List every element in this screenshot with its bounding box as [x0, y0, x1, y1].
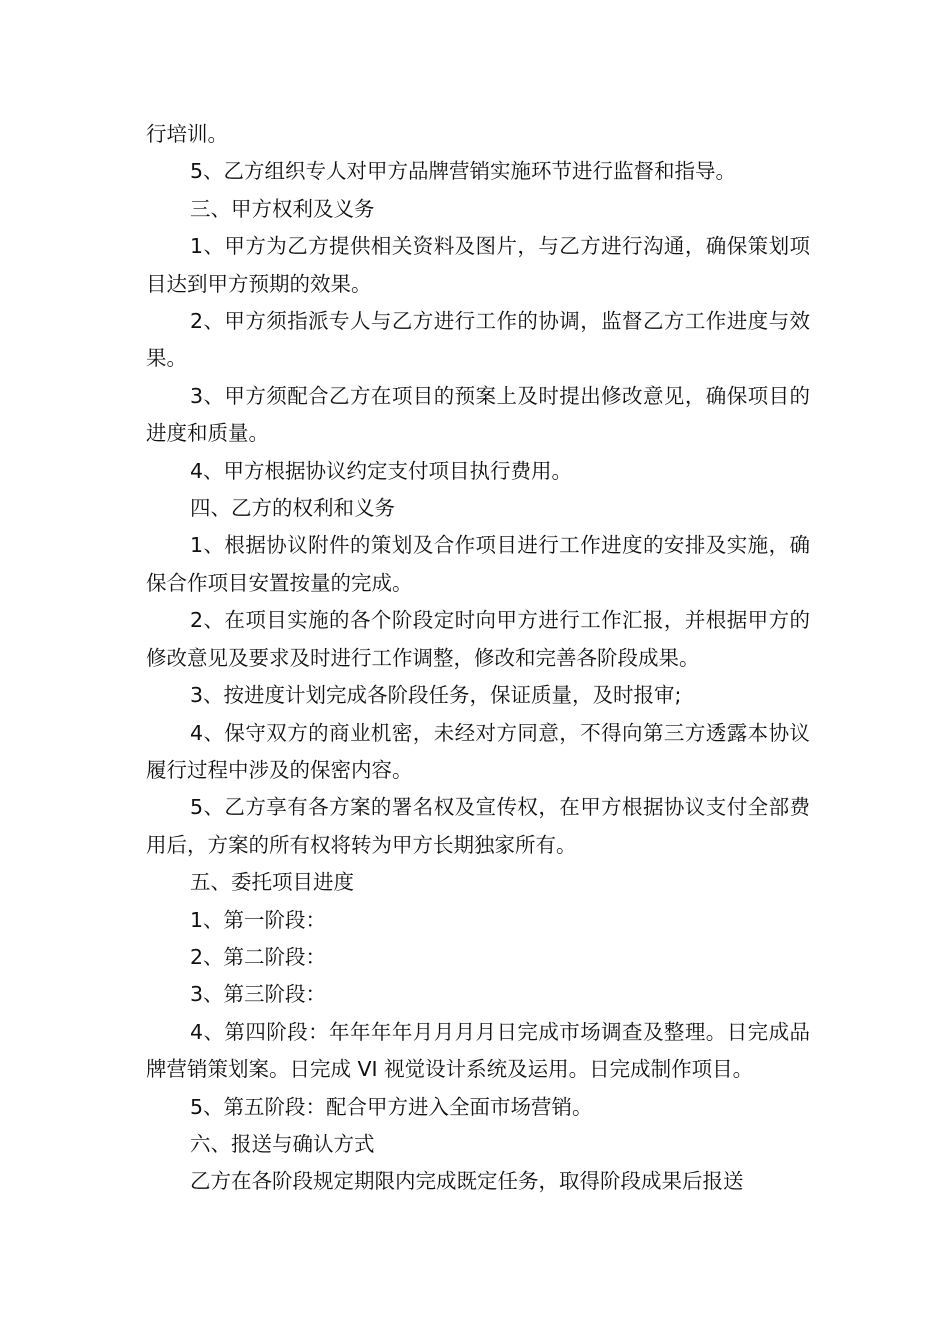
paragraph-item: 乙方在各阶段规定期限内完成既定任务，取得阶段成果后报送 — [190, 1169, 744, 1194]
paragraph-item: 1、第一阶段： — [190, 907, 327, 932]
paragraph-item: 4、保守双方的商业机密，未经对方同意，不得向第三方透露本协议履行过程中涉及的保密内容。 — [146, 720, 810, 782]
paragraph-item: 5、乙方组织专人对甲方品牌营销实施环节进行监督和指导。 — [190, 159, 737, 184]
paragraph-item: 3、甲方须配合乙方在项目的预案上及时提出修改意见，确保项目的进度和质量。 — [146, 383, 810, 446]
paragraph-item: 3、第三阶段： — [190, 982, 327, 1007]
paragraph-item: 2、甲方须指派专人与乙方进行工作的协调，监督乙方工作进度与效果。 — [146, 309, 810, 371]
paragraph-item: 4、第四阶段：年年年年月月月月日完成市场调查及整理。日完成品牌营销策划案。日完成 VI 视觉设计系统及运用。日完成制作项目。 — [146, 1019, 810, 1082]
paragraph-item: 4、甲方根据协议约定支付项目执行费用。 — [190, 458, 573, 483]
section-heading: 六、报送与确认方式 — [190, 1131, 375, 1156]
paragraph-item: 5、乙方享有各方案的署名权及宣传权，在甲方根据协议支付全部费用后，方案的所有权将转为甲方长期独家所有。 — [146, 795, 810, 857]
section-heading: 三、甲方权利及义务 — [190, 196, 375, 221]
document-body — [146, 116, 810, 1201]
section-heading: 五、委托项目进度 — [190, 870, 354, 895]
paragraph-continuation: 行培训。 — [146, 122, 228, 146]
paragraph-item: 1、根据协议附件的策划及合作项目进行工作进度的安排及实施，确保合作项目安置按量的完成。 — [146, 533, 810, 595]
paragraph-item: 5、第五阶段：配合甲方进入全面市场营销。 — [190, 1094, 593, 1119]
paragraph-item: 3、按进度计划完成各阶段任务，保证质量，及时报审; — [190, 683, 682, 708]
paragraph-item: 2、第二阶段： — [190, 944, 327, 969]
paragraph-item: 1、甲方为乙方提供相关资料及图片，与乙方进行沟通，确保策划项目达到甲方预期的效果。 — [146, 234, 810, 296]
paragraph-item: 2、在项目实施的各个阶段定时向甲方进行工作汇报，并根据甲方的修改意见及要求及时进行工作调整，修改和完善各阶段成果。 — [146, 608, 810, 670]
section-heading: 四、乙方的权利和义务 — [190, 496, 395, 521]
